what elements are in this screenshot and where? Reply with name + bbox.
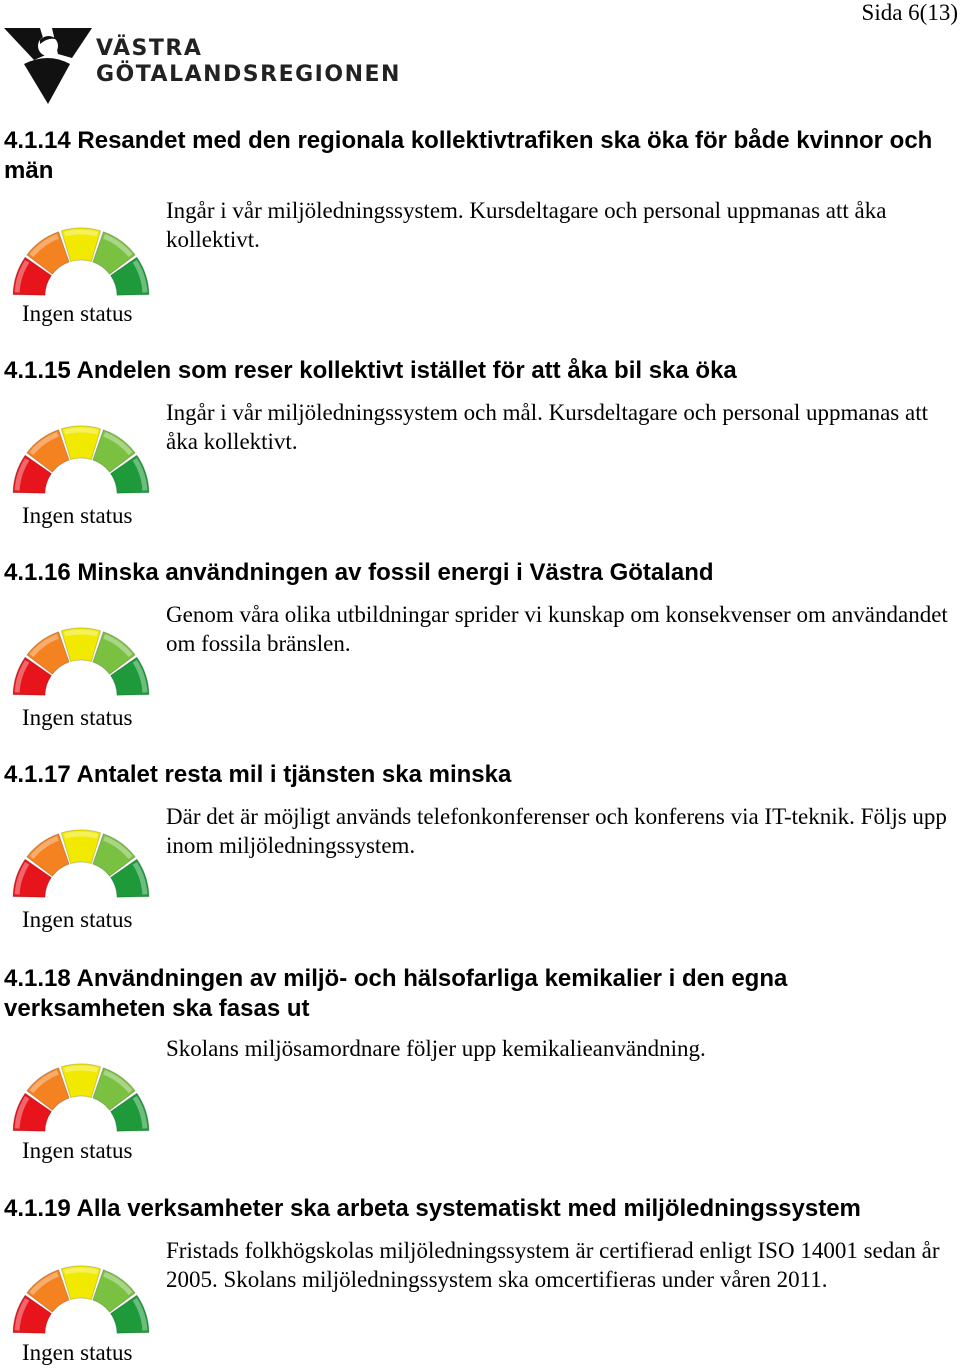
status-label: Ingen status xyxy=(22,1340,133,1365)
page-number: Sida 6(13) xyxy=(861,0,958,25)
section-heading: 4.1.17 Antalet resta mil i tjänsten ska minska xyxy=(4,761,512,788)
logo-wordmark xyxy=(96,36,401,88)
status-gauge-icon xyxy=(10,402,152,498)
status-gauge-icon xyxy=(10,1040,152,1136)
section-description: Genom våra olika utbildningar sprider vi kunskap om konsekvenser om användandet om fossila bränslen. xyxy=(166,602,948,656)
section-heading: 4.1.16 Minska användningen av fossil energi i Västra Götaland xyxy=(4,559,714,586)
section-heading: 4.1.14 Resandet med den regionala kollektivtrafiken ska öka för både kvinnor och män xyxy=(4,127,933,184)
section-heading: 4.1.15 Andelen som reser kollektivt istället för att åka bil ska öka xyxy=(4,357,737,384)
section-description: Där det är möjligt används telefonkonferenser och konferens via IT-teknik. Följs upp inom miljöledningssystem. xyxy=(166,804,947,858)
logo-emblem-icon xyxy=(4,24,96,108)
section-description: Ingår i vår miljöledningssystem. Kursdeltagare och personal uppmanas att åka kollektivt. xyxy=(166,198,887,252)
status-label: Ingen status xyxy=(22,1138,133,1163)
section-description: Fristads folkhögskolas miljöledningssystem är certifierad enligt ISO 14001 sedan år 2005. Skolans miljöledningssystem ska omcertifieras under våren 2011. xyxy=(166,1238,940,1292)
status-gauge-icon xyxy=(10,204,152,300)
status-gauge-icon xyxy=(10,604,152,700)
section-heading: 4.1.18 Användningen av miljö- och hälsofarliga kemikalier i den egna verksamheten ska fasas ut xyxy=(4,965,788,1022)
status-gauge-icon xyxy=(10,806,152,902)
status-label: Ingen status xyxy=(22,503,133,528)
logo-line2: GÖTALANDSREGIONEN xyxy=(96,62,401,87)
region-logo xyxy=(4,24,401,108)
logo-line1: VÄSTRA xyxy=(96,36,203,61)
gauge-sheen xyxy=(65,1270,98,1272)
status-gauge-icon xyxy=(10,1242,152,1338)
section-heading: 4.1.19 Alla verksamheter ska arbeta systematiskt med miljöledningssystem xyxy=(4,1195,861,1222)
gauge-sheen xyxy=(65,632,98,634)
status-label: Ingen status xyxy=(22,705,133,730)
section-description: Ingår i vår miljöledningssystem och mål. Kursdeltagare och personal uppmanas att åka kollektivt. xyxy=(166,400,928,454)
gauge-sheen xyxy=(65,430,98,432)
status-label: Ingen status xyxy=(22,301,133,326)
gauge-sheen xyxy=(65,232,98,234)
status-label: Ingen status xyxy=(22,907,133,932)
section-description: Skolans miljösamordnare följer upp kemikalieanvändning. xyxy=(166,1036,706,1061)
gauge-sheen xyxy=(65,1068,98,1070)
gauge-sheen xyxy=(65,834,98,836)
